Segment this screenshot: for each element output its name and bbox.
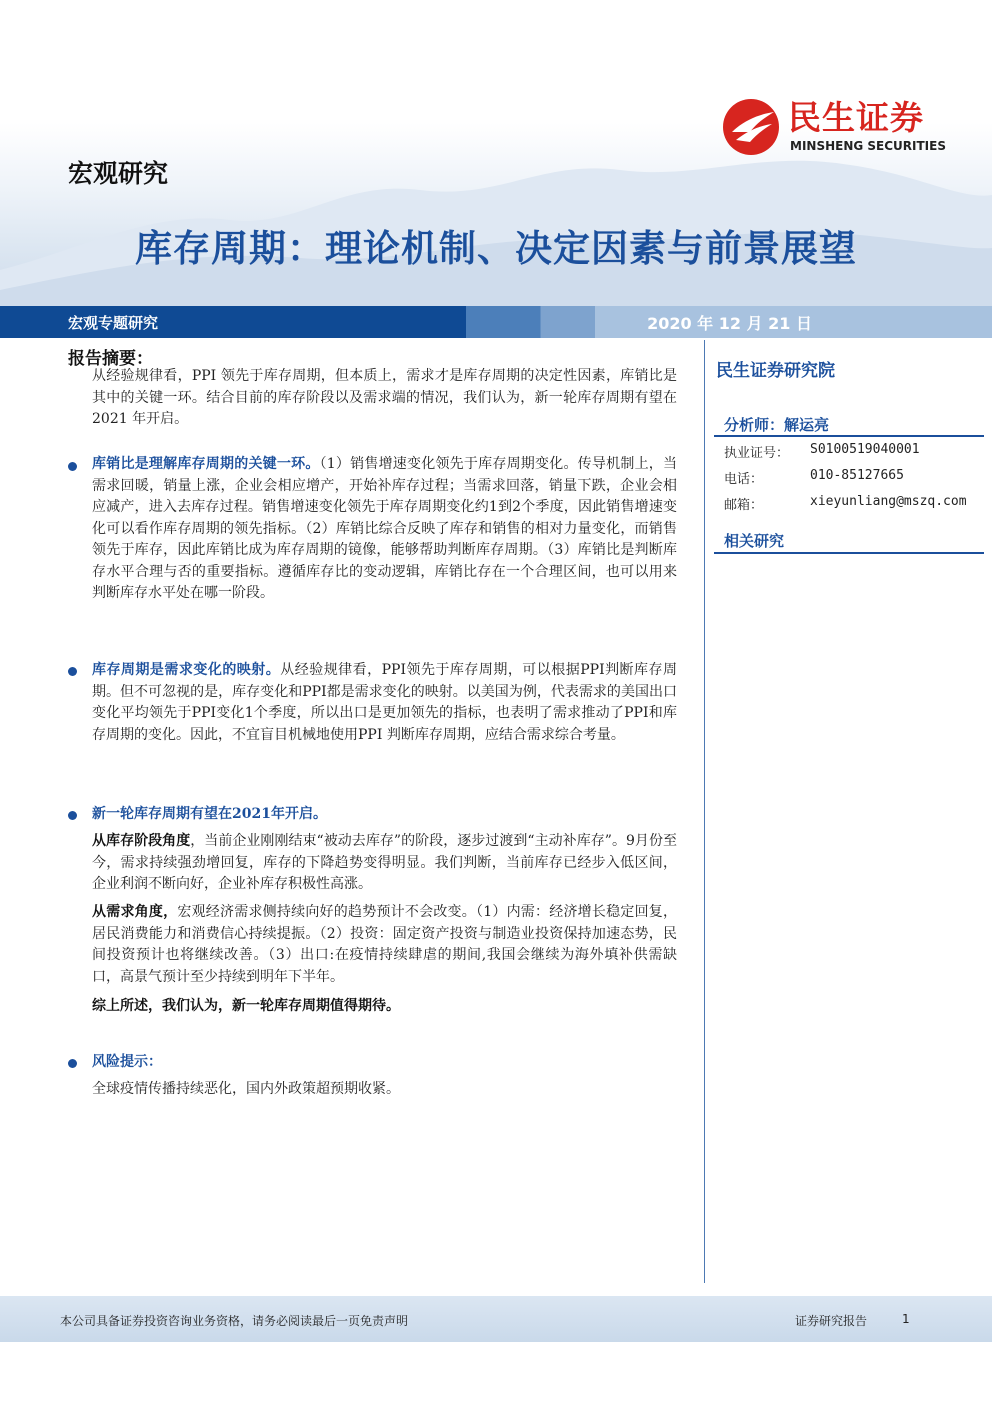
license-label: 执业证号：	[724, 446, 790, 461]
risk-body: 全球疫情传播持续恶化，国内外政策超预期收紧。	[92, 1081, 400, 1097]
report-title: 库存周期：理论机制、决定因素与前景展望	[135, 227, 857, 270]
point-3-heading-block	[92, 804, 677, 826]
footer-doc-type: 证券研究报告	[795, 1314, 868, 1328]
point-2-body: 从经验规律看，PPI领先于库存周期，可以根据PPI判断库存周期。但不可忽视的是，库存变化和PPI都是需求变化的映射。以美国为例，代表需求的美国出口变化平均领先于PPI变化1个季度，所以出口是更加领先的指标，也表明了需求推动了PPI和库存周期的变化。因此，不宜盲目机械地使用PPI 判断库存周期，应结合需求综合考量。	[92, 662, 677, 743]
point-1	[92, 454, 677, 605]
report-category: 宏观专题研究	[68, 314, 159, 332]
section-label: 宏观研究	[68, 159, 169, 188]
logo-text-cn: 民生证券	[788, 98, 924, 137]
related-research-heading: 相关研究	[724, 532, 785, 550]
column-divider	[704, 340, 705, 1283]
bullet-icon	[68, 462, 77, 471]
point-3-conclusion: 综上所述，我们认为，新一轮库存周期值得期待。	[92, 998, 400, 1014]
sidebar-rule	[714, 552, 984, 554]
bullet-icon	[68, 811, 77, 820]
point-3-sub-2-heading: 从需求角度，	[92, 904, 178, 920]
point-2	[92, 660, 677, 746]
phone-number: 010-85127665	[810, 468, 904, 483]
footer-disclaimer: 本公司具备证券投资咨询业务资格，请务必阅读最后一页免责声明	[60, 1314, 409, 1328]
point-3-sub-2	[92, 902, 677, 988]
research-institute: 民生证券研究院	[716, 361, 835, 381]
email-address[interactable]: xieyunliang@mszq.com	[810, 494, 967, 509]
risk-heading: 风险提示：	[92, 1054, 162, 1070]
page-footer	[0, 1296, 992, 1342]
point-2-heading: 库存周期是需求变化的映射。	[92, 662, 281, 678]
page-number: 1	[902, 1312, 910, 1326]
bullet-icon	[68, 1059, 77, 1068]
analyst-name: 分析师：解运亮	[724, 416, 830, 434]
header-banner	[0, 0, 992, 306]
sidebar-rule	[714, 435, 984, 437]
category-band	[0, 306, 992, 338]
point-3-sub-2-body: 宏观经济需求侧持续向好的趋势预计不会改变。（1）内需：经济增长稳定回复，居民消费能力和消费信心持续提振。（2）投资：固定资产投资与制造业投资保持加速态势，民间投资预计也将继续改善。（3）出口:在疫情持续肆虐的期间,我国会继续为海外填补供需缺口，高景气预计至少持续到明年下半年。	[92, 904, 678, 985]
summary-heading: 报告摘要：	[68, 349, 153, 369]
logo-text-en: MINSHENG SECURITIES	[790, 139, 946, 153]
summary-intro: 从经验规律看，PPI 领先于库存周期，但本质上，需求才是库存周期的决定性因素，库销比是其中的关键一环。结合目前的库存阶段以及需求端的情况，我们认为，新一轮库存周期有望在 2021 年开启。	[92, 368, 677, 427]
license-number: S0100519040001	[810, 442, 920, 457]
company-logo	[722, 98, 962, 158]
point-3-sub-1-heading: 从库存阶段角度	[92, 833, 191, 849]
email-label: 邮箱：	[724, 498, 764, 513]
point-3-heading: 新一轮库存周期有望在2021年开启。	[92, 806, 327, 822]
logo-icon	[722, 98, 780, 156]
bullet-icon	[68, 667, 77, 676]
report-date: 2020 年 12 月 21 日	[647, 314, 812, 333]
point-1-heading: 库销比是理解库存周期的关键一环。	[92, 456, 320, 472]
risk-heading-block	[92, 1052, 677, 1074]
point-3-sub-1-body: ，当前企业刚刚结束“被动去库存”的阶段，逐步过渡到“主动补库存”。9月份至今，需求持续强劲增回复，库存的下降趋势变得明显。我们判断，当前库存已经步入低区间，企业利润不断向好，企业补库存积极性高涨。	[92, 833, 678, 892]
point-3-sub-1	[92, 831, 677, 896]
point-1-body: （1）销售增速变化领先于库存周期变化。传导机制上，当需求回暖，销量上涨，企业会相应增产，开始补库存过程；当需求回落，销量下跌，企业会相应减产，进入去库存过程。销售增速变化领先于库存周期变化约1到2个季度，因此销售增速变化可以看作库存周期的领先指标。（2）库销比综合反映了库存和销售的相对力量变化，而销售领先于库存，因此库销比成为库存周期的镜像，能够帮助判断库存周期。（3）库销比是判断库存水平合理与否的重要指标。遵循库存比的变动逻辑，库销比存在一个合理区间，也可以用来判断库存水平处在哪一阶段。	[92, 456, 678, 601]
phone-label: 电话：	[724, 472, 764, 487]
